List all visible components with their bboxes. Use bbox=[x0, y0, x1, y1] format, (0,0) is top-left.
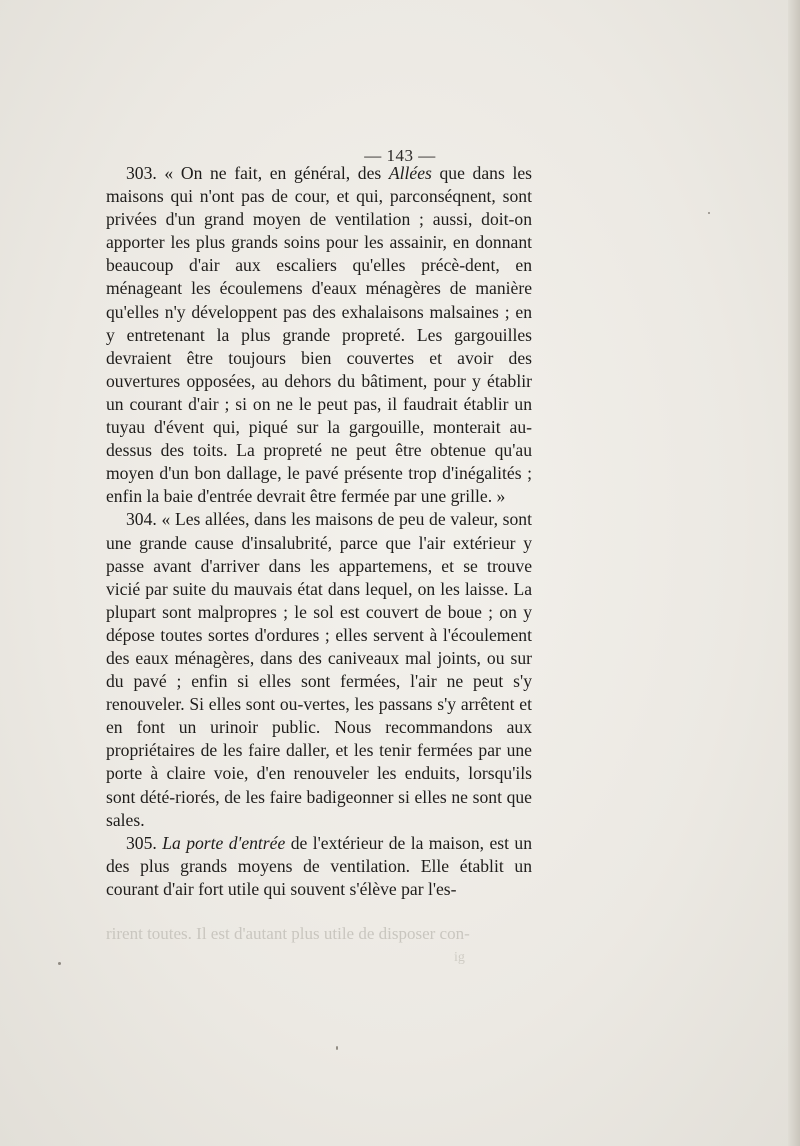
italic-term-allees: Allées bbox=[388, 163, 432, 183]
text-run: « Les allées, dans les maisons de peu de valeur, sont une grande cause d'insalubrité, parce que l'air extérieur y passe avant d'arriver dans les appartemens, et se trouve vicié par suite du mauvais état dans lequel, on les laisse. La plupart sont malpropres ; le sol est couvert de boue ; on y dépose toutes sortes d'ordures ; elles servent à l'écoulement des eaux ménagères, dans des caniveaux mal joints, ou sur du pavé ; enfin si elles sont fermées, l'air ne peut s'y renouveler. Si elles sont ou-vertes, les passans s'y arrêtent et en font un urinoir public. Nous recommandons aux propriétaires de les faire daller, et les tenir fermées par une porte à claire voie, d'en renouveler les enduits, lorsqu'ils sont dété-riorés, de les faire badigeonner si elles ne sont que sales. bbox=[106, 509, 532, 830]
page-number: — 143 — bbox=[364, 146, 436, 165]
body-text bbox=[106, 162, 532, 901]
paper-speck bbox=[708, 212, 710, 214]
page-edge-shadow bbox=[788, 0, 800, 1146]
paragraph-304 bbox=[106, 508, 532, 831]
bleed-through-text: rirent toutes. Il est d'autant plus utile de disposer con- bbox=[106, 924, 470, 943]
paper-speck bbox=[336, 1046, 338, 1050]
paragraph-number: 304. bbox=[126, 509, 157, 530]
paragraph-number: 305. bbox=[126, 832, 157, 853]
text-run: de l'extérieur de la maison, est un des plus grands moyens de ventilation. Elle établit un courant d'air fort utile qui souvent s'élève par l'es- bbox=[106, 832, 532, 899]
paragraph-305 bbox=[106, 832, 532, 901]
paragraph-303 bbox=[106, 162, 532, 508]
paragraph-number: 303. bbox=[126, 163, 157, 183]
italic-term-porte-entree: La porte d'entrée bbox=[162, 832, 286, 853]
text-run: « On ne fait, en général, des bbox=[156, 163, 389, 183]
paper-speck bbox=[58, 962, 61, 965]
stray-mark: ig bbox=[454, 950, 465, 965]
text-run: que dans les maisons qui n'ont pas de cour, et qui, parconséqnent, sont privées d'un grand moyen de ventilation ; aussi, doit-on apporter les plus grands soins pour les assainir, en donnant beaucoup d'air aux escaliers qu'elles précè-dent, en ménageant les écoulemens d'eaux ménagères de manière qu'elles n'y développent pas des exhalaisons malsaines ; en y entretenant la plus grande propreté. Les gargouilles devraient être toujours bien couvertes et avoir des ouvertures opposées, au dehors du bâtiment, pour y établir un courant d'air ; si on ne le peut pas, il faudrait établir un tuyau d'évent qui, piqué sur la gargouille, monterait au-dessus des toits. La propreté ne peut être obtenue qu'au moyen d'un bon dallage, le pavé présente trop d'inégalités ; enfin la baie d'entrée devrait être fermée par une grille. » bbox=[106, 163, 532, 507]
